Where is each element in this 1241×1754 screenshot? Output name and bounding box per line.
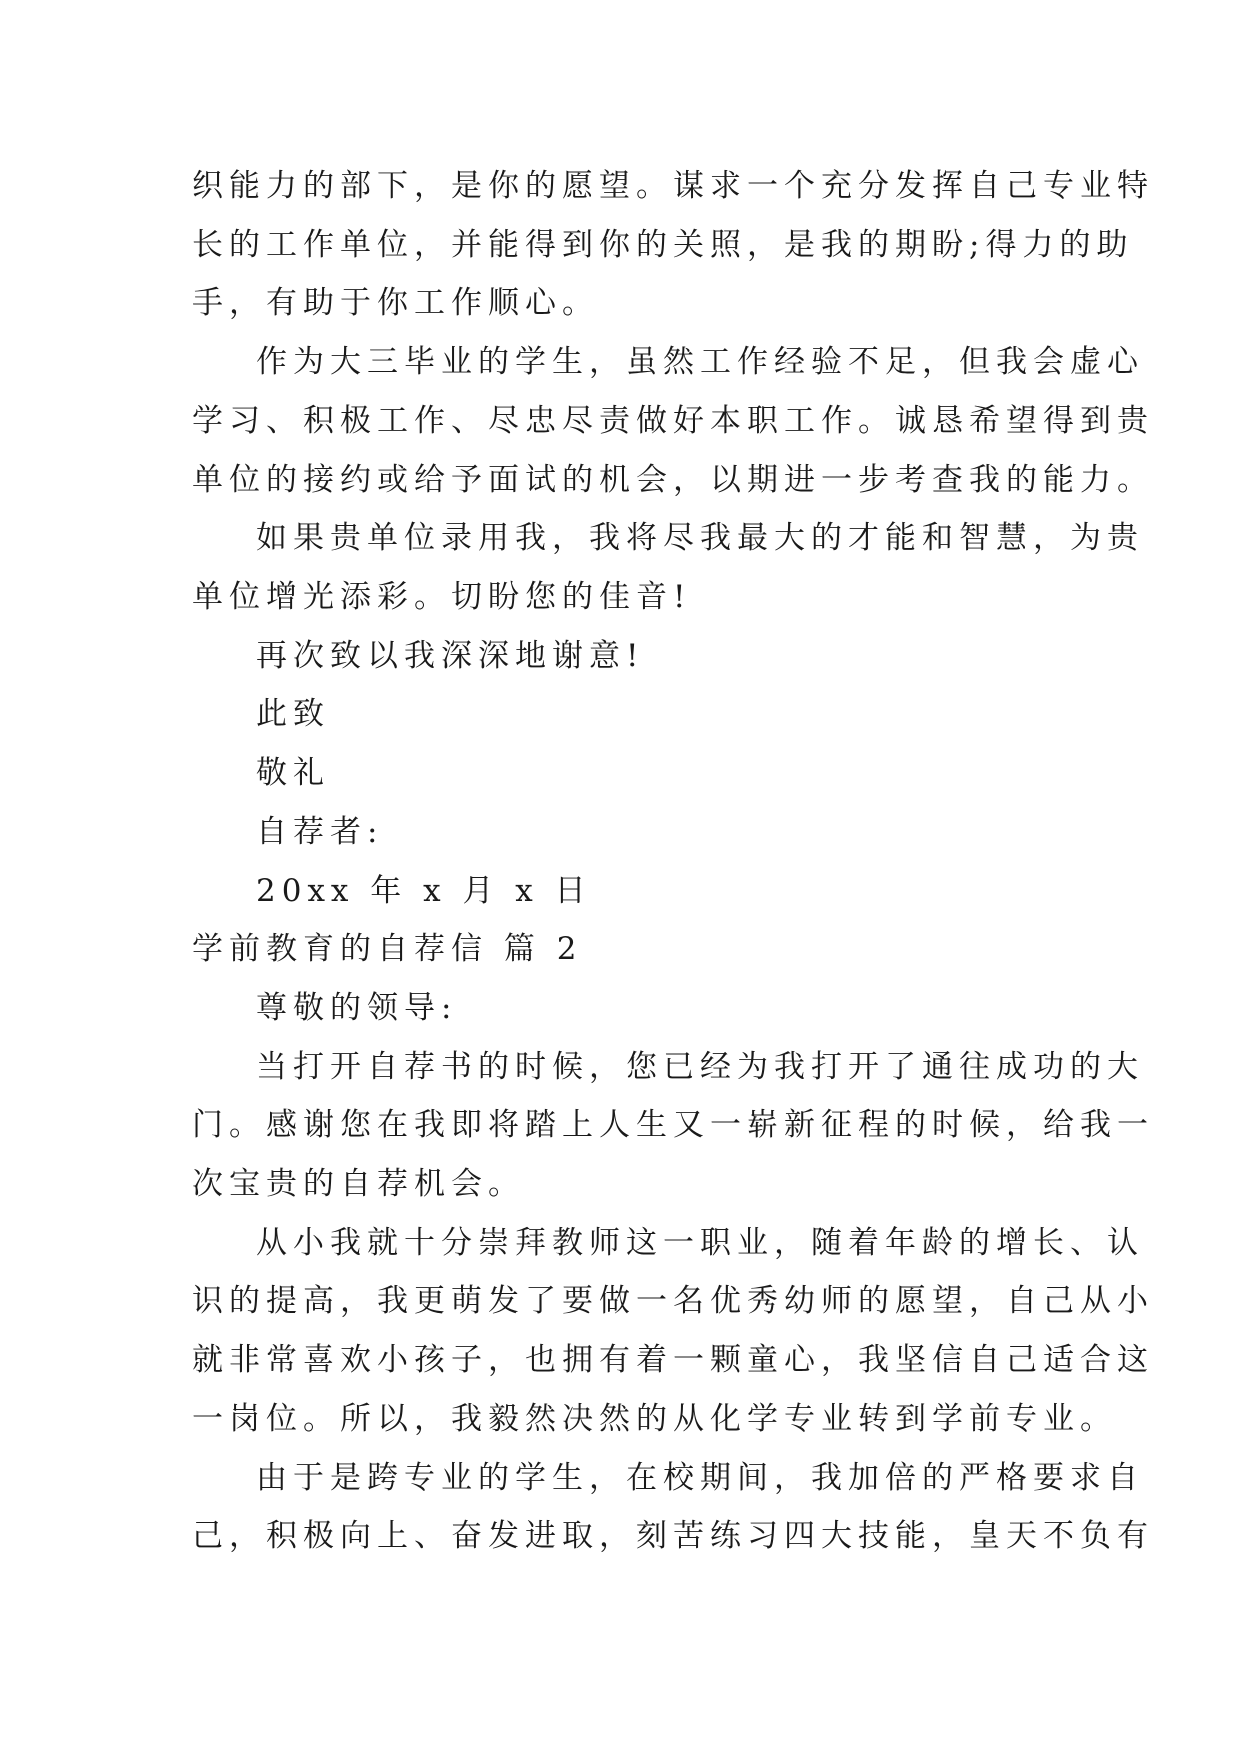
closing-line: 此致: [256, 696, 330, 732]
salutation-line: 尊敬的领导:: [256, 990, 458, 1026]
text-line: 织能力的部下，是你的愿望。谋求一个充分发挥自己专业特: [192, 168, 1154, 204]
paragraph-start-line: 再次致以我深深地谢意!: [256, 638, 645, 674]
section-heading: 学前教育的自荐信 篇 2: [192, 931, 583, 967]
text-line: 单位增光添彩。切盼您的佳音!: [192, 579, 692, 615]
date-line: 20xx 年 x 月 x 日: [256, 873, 592, 909]
paragraph-start-line: 由于是跨专业的学生，在校期间，我加倍的严格要求自: [256, 1460, 1144, 1496]
text-line: 己，积极向上、奋发进取，刻苦练习四大技能，皇天不负有: [192, 1518, 1154, 1554]
text-line: 识的提高，我更萌发了要做一名优秀幼师的愿望，自己从小: [192, 1283, 1154, 1319]
text-line: 手，有助于你工作顺心。: [192, 285, 599, 321]
paragraph-start-line: 当打开自荐书的时候，您已经为我打开了通往成功的大: [256, 1049, 1144, 1085]
signature-line: 自荐者:: [256, 814, 384, 850]
text-line: 就非常喜欢小孩子，也拥有着一颗童心，我坚信自己适合这: [192, 1342, 1154, 1378]
paragraph-start-line: 作为大三毕业的学生，虽然工作经验不足，但我会虚心: [256, 344, 1144, 380]
text-line: 次宝贵的自荐机会。: [192, 1166, 525, 1202]
text-line: 单位的接约或给予面试的机会，以期进一步考查我的能力。: [192, 462, 1154, 498]
paragraph-start-line: 从小我就十分崇拜教师这一职业，随着年龄的增长、认: [256, 1225, 1144, 1261]
closing-line: 敬礼: [256, 755, 330, 791]
text-line: 学习、积极工作、尽忠尽责做好本职工作。诚恳希望得到贵: [192, 403, 1154, 439]
text-line: 长的工作单位，并能得到你的关照，是我的期盼;得力的助: [192, 227, 1134, 263]
text-line: 门。感谢您在我即将踏上人生又一崭新征程的时候，给我一: [192, 1107, 1154, 1143]
text-line: 一岗位。所以，我毅然决然的从化学专业转到学前专业。: [192, 1401, 1117, 1437]
paragraph-start-line: 如果贵单位录用我，我将尽我最大的才能和智慧，为贵: [256, 520, 1144, 556]
